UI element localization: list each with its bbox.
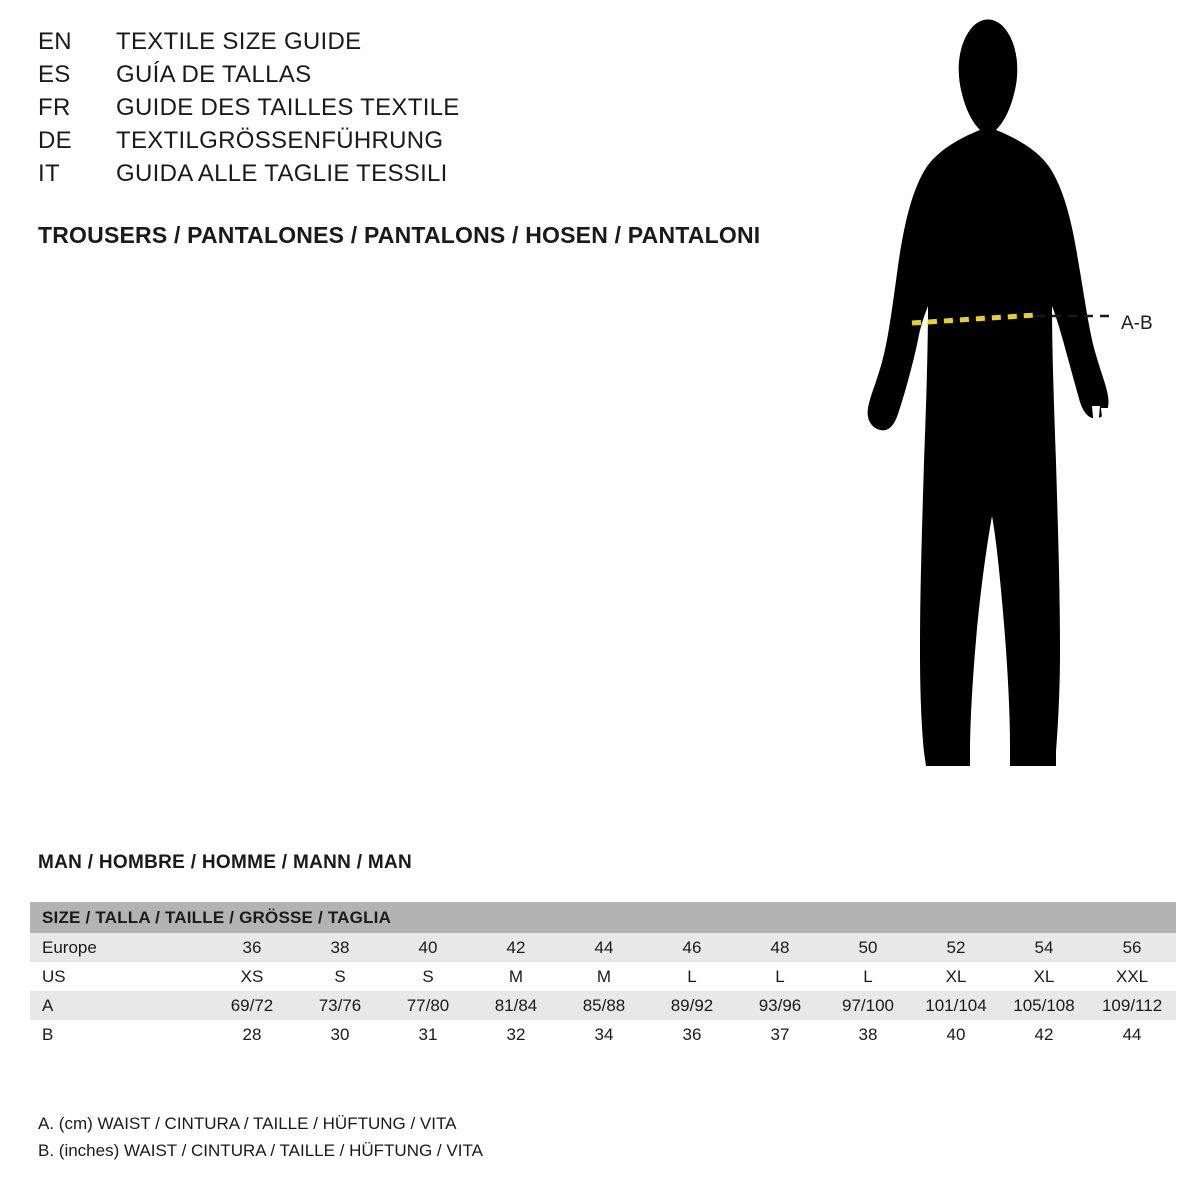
table-cell: 69/72 (208, 991, 296, 1020)
language-text: GUIDA ALLE TAGLIE TESSILI (116, 160, 448, 187)
language-row (38, 28, 798, 61)
language-code: IT (38, 160, 60, 187)
table-cell: 48 (736, 933, 824, 962)
table-cell: 37 (736, 1020, 824, 1049)
row-label: Europe (30, 933, 208, 962)
table-cell: 36 (648, 1020, 736, 1049)
table-cell: 54 (1000, 933, 1088, 962)
table-row (30, 991, 1176, 1020)
row-label: B (30, 1020, 208, 1049)
table-cell: 34 (560, 1020, 648, 1049)
garment-type-line: TROUSERS / PANTALONES / PANTALONS / HOSEN / PANTALONI (38, 222, 761, 248)
table-cell: 40 (384, 933, 472, 962)
language-text: GUIDE DES TAILLES TEXTILE (116, 94, 460, 121)
table-cell: 38 (824, 1020, 912, 1049)
table-cell: 44 (560, 933, 648, 962)
table-cell: 101/104 (912, 991, 1000, 1020)
table-header-label: SIZE / TALLA / TAILLE / GRÖSSE / TAGLIA (30, 902, 1176, 933)
table-cell: 28 (208, 1020, 296, 1049)
table-cell: 77/80 (384, 991, 472, 1020)
language-code: ES (38, 61, 71, 88)
language-code: EN (38, 28, 72, 55)
table-cell: 97/100 (824, 991, 912, 1020)
table-cell: L (648, 962, 736, 991)
table-header-row (30, 902, 1176, 933)
table-cell: 30 (296, 1020, 384, 1049)
row-label: US (30, 962, 208, 991)
table-cell: 44 (1088, 1020, 1176, 1049)
table-cell: 52 (912, 933, 1000, 962)
table-cell: 109/112 (1088, 991, 1176, 1020)
body-silhouette-figure (820, 10, 1200, 810)
table-cell: S (296, 962, 384, 991)
language-row (38, 94, 798, 127)
table-cell: 105/108 (1000, 991, 1088, 1020)
language-row (38, 160, 798, 193)
table-cell: 89/92 (648, 991, 736, 1020)
table-cell: M (560, 962, 648, 991)
language-code: DE (38, 127, 72, 154)
table-cell: XL (1000, 962, 1088, 991)
table-cell: XXL (1088, 962, 1176, 991)
footnote-b: B. (inches) WAIST / CINTURA / TAILLE / HÜFTUNG / VITA (38, 1141, 483, 1160)
measure-label-ab: A-B (1121, 313, 1153, 334)
table-row (30, 1020, 1176, 1049)
table-section-title: MAN / HOMBRE / HOMME / MANN / MAN (38, 852, 413, 873)
silhouette-shape (868, 20, 1109, 767)
table-cell: 42 (472, 933, 560, 962)
table-cell: 46 (648, 933, 736, 962)
table-cell: 36 (208, 933, 296, 962)
table-cell: 31 (384, 1020, 472, 1049)
table-cell: 56 (1088, 933, 1176, 962)
table-row (30, 933, 1176, 962)
table-cell: 42 (1000, 1020, 1088, 1049)
table-cell: XL (912, 962, 1000, 991)
table-cell: 73/76 (296, 991, 384, 1020)
table-cell: 81/84 (472, 991, 560, 1020)
table-row (30, 962, 1176, 991)
table-cell: S (384, 962, 472, 991)
language-text: TEXTILGRÖSSENFÜHRUNG (116, 127, 444, 154)
table-cell: 32 (472, 1020, 560, 1049)
language-list (38, 28, 798, 193)
table-cell: M (472, 962, 560, 991)
table-cell: 93/96 (736, 991, 824, 1020)
row-label: A (30, 991, 208, 1020)
table-cell: 40 (912, 1020, 1000, 1049)
language-text: GUÍA DE TALLAS (116, 61, 312, 88)
table-cell: 85/88 (560, 991, 648, 1020)
language-text: TEXTILE SIZE GUIDE (116, 28, 362, 55)
language-row (38, 127, 798, 160)
table-cell: L (736, 962, 824, 991)
table-cell: L (824, 962, 912, 991)
table-cell: XS (208, 962, 296, 991)
footnote-a: A. (cm) WAIST / CINTURA / TAILLE / HÜFTUNG / VITA (38, 1114, 457, 1133)
language-row (38, 61, 798, 94)
table-cell: 38 (296, 933, 384, 962)
size-table (30, 902, 1176, 1049)
table-cell: 50 (824, 933, 912, 962)
language-code: FR (38, 94, 71, 121)
footnotes (38, 1110, 483, 1164)
